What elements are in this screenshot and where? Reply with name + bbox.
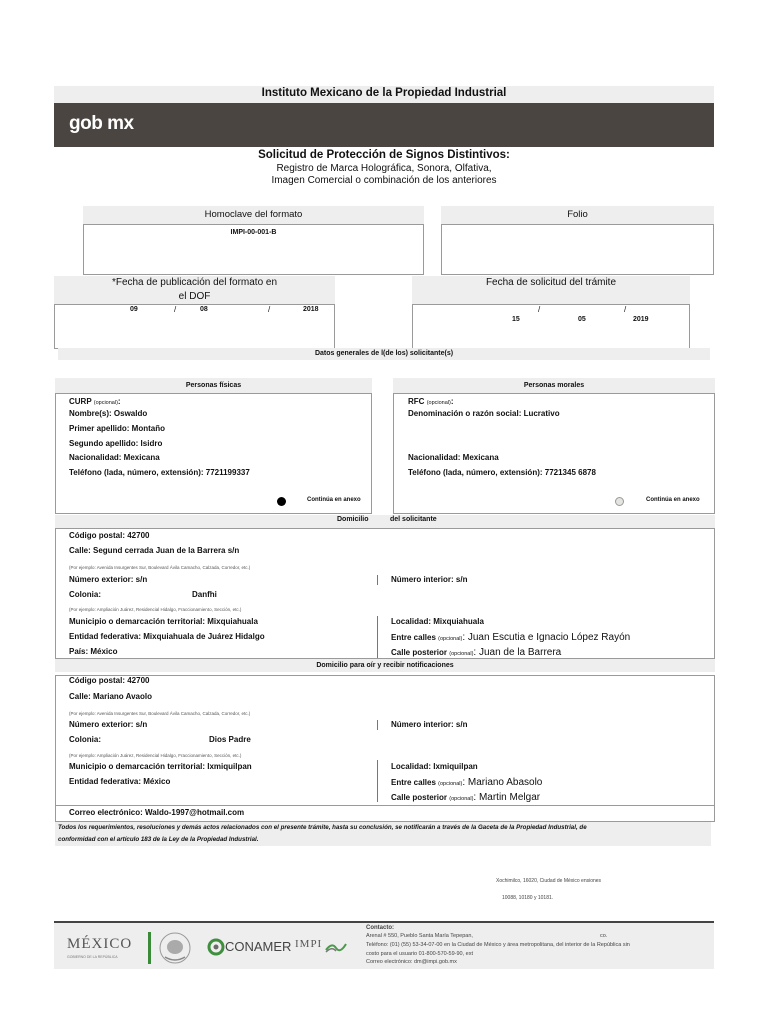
domicilio-label-a: Domicilio [337,516,369,523]
not-calle-posterior-field[interactable]: Calle posterior (opcional): Martin Melgar [391,792,541,803]
homoclave-label: Homoclave del formato [83,206,424,224]
impi-logo-text: IMPI [295,938,323,950]
fisicas-anexo-radio[interactable] [277,497,286,506]
notificaciones-header: Domicilio para oír y recibir notificaciones [55,659,715,672]
dom-colonia-ejemplo: (Por ejemplo: Ampliación Juárez, Residencial Hidalgo, Fraccionamiento, Sección, etc.) [69,607,242,612]
not-colonia-value[interactable]: Dios Padre [209,735,251,744]
fecha-pub-year: 2018 [303,306,319,313]
mexico-logo-text: MÉXICO [67,936,133,952]
nacionalidad-fisicas-field[interactable]: Nacionalidad: Mexicana [69,453,160,462]
impi-logo-icon [324,940,348,954]
not-cp-field[interactable]: Código postal: 42700 [69,676,150,685]
not-num-ext-field[interactable]: Número exterior: s/n [69,720,148,729]
primer-apellido-field[interactable]: Primer apellido: Montaño [69,424,166,433]
dom-localidad-field[interactable]: Localidad: Mixquiahuala [391,617,484,626]
form-subtitle-1: Registro de Marca Holográfica, Sonora, Olfativa, [276,163,492,174]
gobmx-logo: gob mx [69,113,134,134]
domicilio-header [55,515,715,528]
institute-title: Instituto Mexicano de la Propiedad Industrial [261,87,507,99]
contacto-correo[interactable]: Correo electrónico: dm@impi.gob.mx [366,959,457,965]
not-localidad-field[interactable]: Localidad: Ixmiquilpan [391,762,478,771]
morales-anexo-radio[interactable] [615,497,624,506]
fecha-sol-sep-1: / [538,305,541,314]
fecha-pub-box [54,304,335,349]
domicilio-label-b: del solicitante [390,516,437,523]
form-title: Solicitud de Protección de Signos Distintivos: [258,149,510,161]
conamer-logo-icon [207,938,225,956]
escudo-icon [155,931,195,965]
dom-entidad-field[interactable]: Entidad federativa: Mixquiahuala de Juárez Hidalgo [69,632,265,641]
fecha-sol-month: 05 [578,316,586,323]
morales-anexo-label: Continúa en anexo [646,497,700,503]
homoclave-value: IMPI-00-001-B [230,229,277,236]
address-line-2: 10088, 10180 y 10181. [502,895,554,901]
morales-label: Personas morales [393,378,715,393]
dom-colonia-label: Colonia: [69,590,101,599]
contacto-tel: Teléfono: (01) (55) 53-34-07-00 en la Ciudad de México y área metropolitana, del interior de la República sin [366,942,630,948]
fisicas-anexo-label: Continúa en anexo [307,497,361,503]
folio-box[interactable] [441,224,714,275]
denominacion-field[interactable]: Denominación o razón social: Lucrativo [408,409,560,418]
fisicas-label: Personas físicas [55,378,372,393]
rfc-field[interactable]: RFC (opcional): [408,397,454,406]
fecha-pub-label-2: el DOF [178,291,211,302]
not-entre-calles-field[interactable]: Entre calles (opcional): Mariano Abasolo [391,777,543,788]
dom-cp-field[interactable]: Código postal: 42700 [69,531,150,540]
folio-label: Folio [441,206,714,224]
not-municipio-field[interactable]: Municipio o demarcación territorial: Ixmiquilpan [69,762,252,771]
fecha-pub-sep-1: / [174,305,177,314]
not-colonia-label: Colonia: [69,735,101,744]
contacto-co: co. [600,933,608,939]
divider-icon [148,932,151,964]
dom-divider-2 [377,616,378,658]
fecha-sol-box [412,304,690,349]
aviso-line-1: Todos los requerimientos, resoluciones y demás actos relacionados con el presente trámite, hasta su conclusión, se notificarán a través de la Gaceta de la Propiedad Industrial, de [58,824,587,831]
not-entidad-field[interactable]: Entidad federativa: México [69,777,171,786]
not-calle-field[interactable]: Calle: Mariano Avaolo [69,692,152,701]
fecha-sol-sep-2: / [624,305,627,314]
form-subtitle-2: Imagen Comercial o combinación de los anteriores [271,175,497,186]
not-divider-1 [377,720,378,730]
dom-num-ext-field[interactable]: Número exterior: s/n [69,575,148,584]
nombre-field[interactable]: Nombre(s): Oswaldo [69,409,148,418]
fecha-sol-day: 15 [512,316,520,323]
not-calle-ejemplo: (Por ejemplo: Avenida Insurgentes Sur, Boulevard Ávila Camacho, Calzada, Corredor, etc.) [69,711,251,716]
fecha-pub-sep-2: / [268,305,271,314]
dom-entre-calles-field[interactable]: Entre calles (opcional): Juan Escutia e Ignacio López Rayón [391,632,631,643]
telefono-fisicas-field[interactable]: Teléfono (lada, número, extensión): 7721199337 [69,468,250,477]
dom-pais-field[interactable]: País: México [69,647,118,656]
gobierno-logo-text: GOBIERNO DE LA REPÚBLICA [67,955,118,959]
dom-calle-field[interactable]: Calle: Segund cerrada Juan de la Barrera s/n [69,546,240,555]
contacto-label: Contacto: [366,925,394,931]
dom-calle-ejemplo: (Por ejemplo: Avenida Insurgentes Sur, Boulevard Ávila Camacho, Calzada, Corredor, etc.) [69,565,251,570]
contacto-dir: Arenal # 550, Pueblo Santa María Tepepan, [366,933,473,939]
dom-divider-1 [377,575,378,585]
dom-num-int-field[interactable]: Número interior: s/n [391,575,468,584]
curp-field[interactable]: CURP (opcional): [69,397,121,406]
not-correo-rule [55,805,715,806]
telefono-morales-field[interactable]: Teléfono (lada, número, extensión): 7721345 6878 [408,468,596,477]
notificaciones-box [55,675,715,822]
aviso-line-2: conformidad con el artículo 183 de la Ley de la Propiedad Industrial. [58,836,259,843]
not-correo-field[interactable]: Correo electrónico: Waldo-1997@hotmail.com [69,808,245,817]
not-num-int-field[interactable]: Número interior: s/n [391,720,468,729]
fecha-sol-header: Fecha de solicitud del trámite [412,276,690,304]
dom-colonia-value[interactable]: Danfhi [192,590,217,599]
fecha-pub-day: 09 [130,306,138,313]
header-bar [54,103,714,147]
fecha-sol-year: 2019 [633,316,649,323]
segundo-apellido-field[interactable]: Segundo apellido: Isidro [69,439,163,448]
dom-municipio-field[interactable]: Municipio o demarcación territorial: Mixquiahuala [69,617,258,626]
datos-generales-label: Datos generales de l(de los) solicitante(s) [58,348,710,360]
fecha-pub-label-1: *Fecha de publicación del formato en [111,277,278,288]
not-divider-2 [377,760,378,802]
fecha-pub-month: 08 [200,306,208,313]
dom-calle-posterior-field[interactable]: Calle posterior (opcional): Juan de la Barrera [391,647,562,658]
nacionalidad-morales-field[interactable]: Nacionalidad: Mexicana [408,453,499,462]
contacto-costo: costo para el usuario 01-800-570-59-90, ext [366,951,474,957]
address-line-1: Xochimilco, 16020, Ciudad de México ensiones [496,878,602,884]
not-colonia-ejemplo: (Por ejemplo: Ampliación Juárez, Residencial Hidalgo, Fraccionamiento, Sección, etc.) [69,753,242,758]
conamer-logo-text: CONAMER [225,939,292,954]
